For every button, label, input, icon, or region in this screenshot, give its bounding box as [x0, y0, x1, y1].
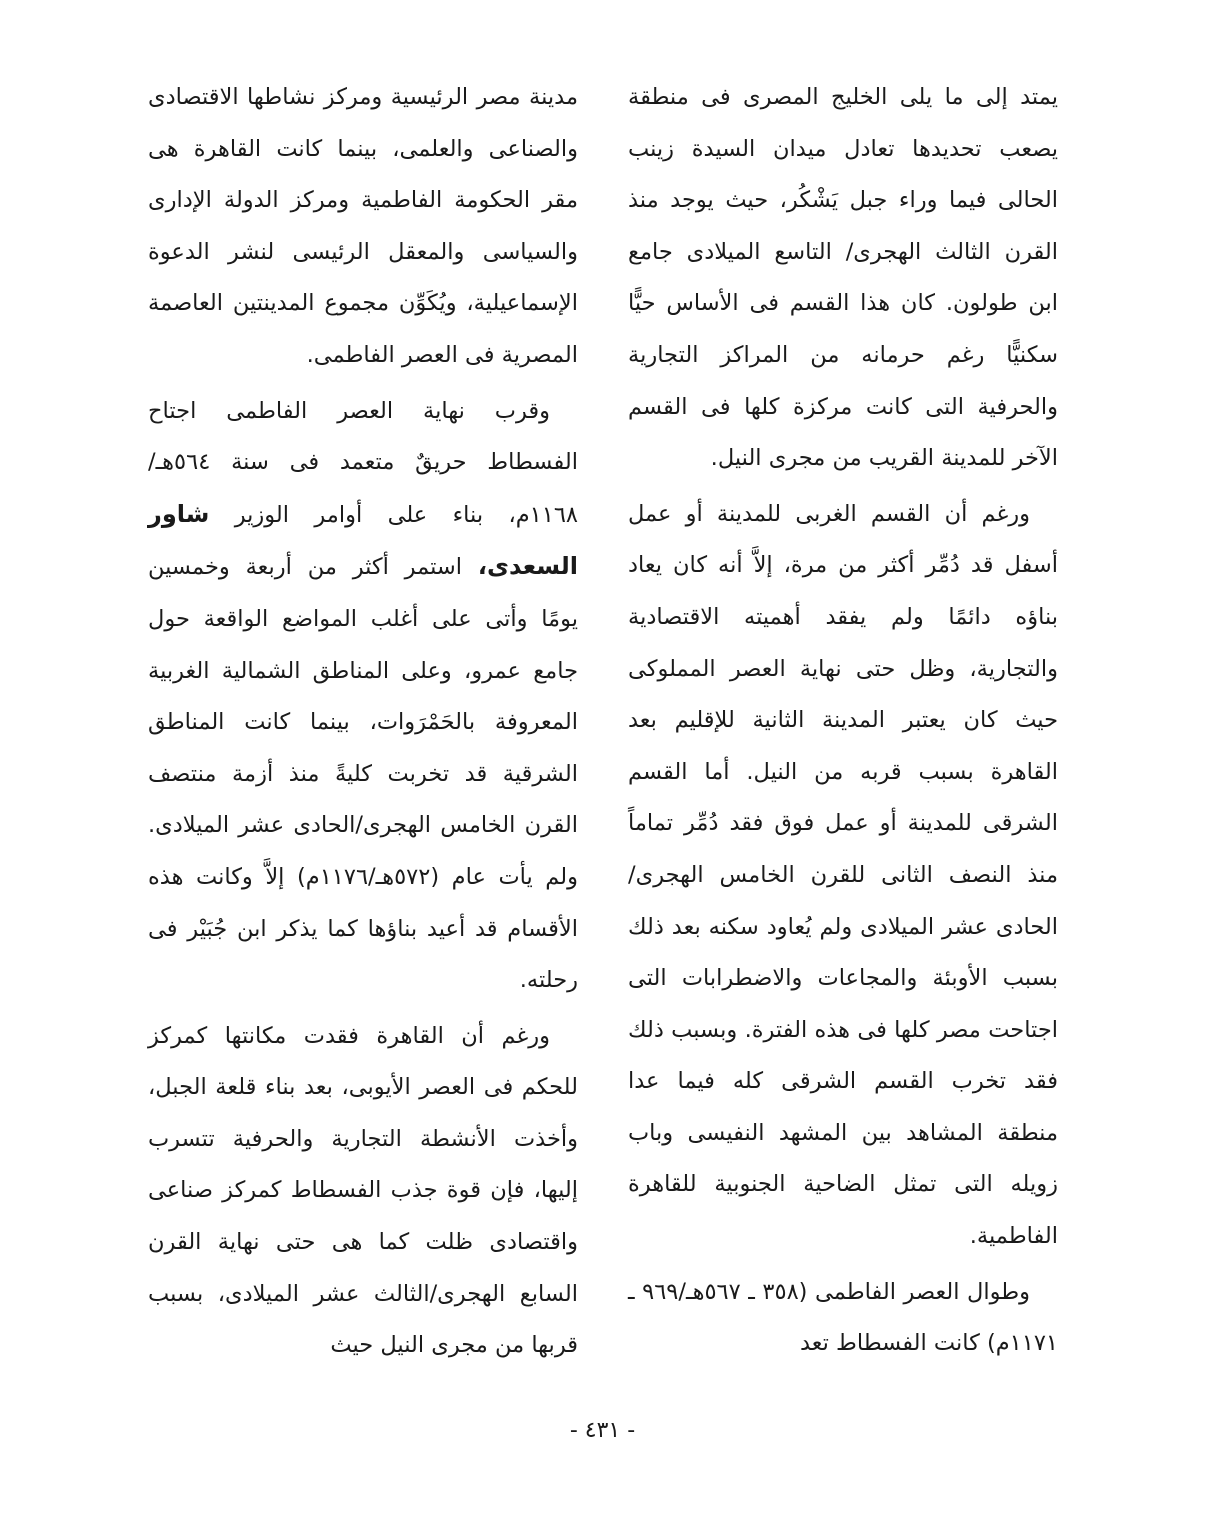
paragraph: وطوال العصر الفاطمى (٣٥٨ ـ ٥٦٧هـ/٩٦٩ ـ ١١٧١م) كانت الفسطاط تعد — [628, 1278, 1058, 1357]
paragraph — [148, 386, 578, 1007]
paragraph: ورغم أن القسم الغربى للمدينة أو عمل أسفل قد دُمِّر أكثر من مرة، إلاَّ أنه كان يعاد بناؤه دائمًا ولم يفقد أهميته الاقتصادية والتجارية، وظل حتى نهاية العصر المملوكى حيث كان يعتبر المدينة الثانية للإقليم بعد القاهرة بسبب قربه من النيل. أما القسم الشرقى للمدينة أو عمل فوق فقد دُمِّر تماماً منذ النصف الثانى للقرن الخامس الهجرى/ الحادى عشر الميلادى ولم يُعاود سكنه بعد ذلك بسبب الأوبئة والمجاعات والاضطرابات التى اجتاحت مصر كلها فى هذه الفترة. وبسبب ذلك فقد تخرب القسم الشرقى كله فيما عدا منطقة المشاهد بين المشهد النفيسى وباب زويله التى تمثل الضاحية الجنوبية للقاهرة الفاطمية. — [628, 500, 1058, 1250]
left-text-column — [148, 72, 578, 1376]
paragraph-text: استمر أكثر من أربعة وخمسين يومًا وأتى على أغلب المواضع الواقعة حول جامع عمرو، وعلى المناطق الشمالية الغربية المعروفة بالحَمْرَوات، بينما كانت المناطق الشرقية قد تخربت كليةً منذ أزمة منتصف القرن الخامس الهجرى/الحادى عشر الميلادى. ولم يأت عام (٥٧٢هـ/١١٧٦م) إلاَّ وكانت هذه الأقسام قد أعيد بناؤها كما يذكر ابن جُبَيْر فى رحلته. — [148, 554, 578, 994]
paragraph: ورغم أن القاهرة فقدت مكانتها كمركز للحكم فى العصر الأيوبى، بعد بناء قلعة الجبل، وأخذت الأنشطة التجارية والحرفية تتسرب إليها، فإن قوة جذب الفسطاط كمركز صناعى واقتصادى ظلت كما هى حتى نهاية القرن السابع الهجرى/الثالث عشر الميلادى، بسبب قربها من مجرى النيل حيث — [148, 1022, 578, 1359]
page-number: - ٤٣١ - — [569, 1418, 636, 1443]
paragraph: يمتد إلى ما يلى الخليج المصرى فى منطقة يصعب تحديدها تعادل ميدان السيدة زينب الحالى فيما وراء جبل يَشْكُر، حيث يوجد منذ القرن الثالث الهجرى/ التاسع الميلادى جامع ابن طولون. كان هذا القسم فى الأساس حيًّا سكنيًّا رغم حرمانه من المراكز التجارية والحرفية التى كانت مركزة كلها فى القسم الآخر للمدينة القريب من مجرى النيل. — [628, 84, 1058, 472]
paragraph: مدينة مصر الرئيسية ومركز نشاطها الاقتصادى والصناعى والعلمى، بينما كانت القاهرة هى مقر الحكومة الفاطمية ومركز الدولة الإدارى والسياسى والمعقل الرئيسى لنشر الدعوة الإسماعيلية، ويُكَوِّن مجموع المدينتين العاصمة المصرية فى العصر الفاطمى. — [148, 84, 578, 368]
paragraph-text: وقرب نهاية العصر الفاطمى اجتاح الفسطاط حريقٌ متعمد فى سنة ٥٦٤هـ/١١٦٨م، بناء على أوامر الوزير — [148, 397, 578, 528]
right-text-column — [628, 72, 1058, 1374]
highlighted-name: شاور السعدى، — [148, 499, 579, 581]
